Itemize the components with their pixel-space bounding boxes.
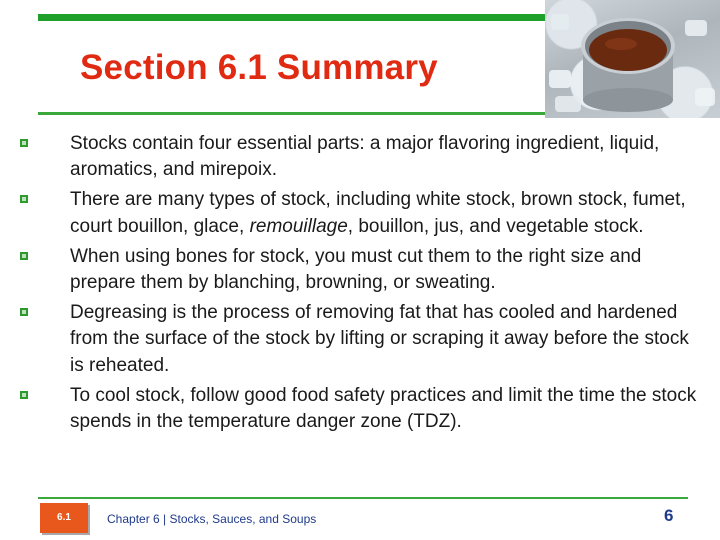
footer-separator: | [159, 512, 170, 526]
title-divider [38, 112, 545, 115]
bullet-text: When using bones for stock, you must cut them to the right size and prepare them by blanching, browning, or sweating. [70, 245, 642, 294]
footer-divider [38, 497, 688, 499]
bullet-text-part: There are many types of stock, including white stock, brown stock, fumet, court bouillon, glace, [70, 189, 686, 237]
list-item [20, 187, 700, 239]
square-bullet-icon [20, 391, 28, 399]
stock-pot-illustration [545, 0, 720, 118]
summary-bullet-list [20, 131, 700, 439]
section-badge: 6.1 [40, 503, 88, 533]
bullet-text: Stocks contain four essential parts: a major flavoring ingredient, liquid, aromatics, and mirepoix. [70, 133, 660, 181]
bullet-text-italic-term: remouillage [249, 215, 348, 237]
list-item [20, 244, 700, 296]
slide-title: Section 6.1 Summary [80, 48, 438, 87]
stock-photo [545, 0, 720, 118]
chapter-title: Stocks, Sauces, and Soups [169, 512, 317, 526]
bullet-text-part: , bouillon, jus, and vegetable stock. [347, 215, 644, 237]
square-bullet-icon [20, 252, 28, 260]
chapter-label: Chapter 6 [107, 512, 160, 526]
square-bullet-icon [20, 139, 28, 147]
square-bullet-icon [20, 195, 28, 203]
footer-chapter-info [107, 512, 316, 526]
square-bullet-icon [20, 308, 28, 316]
list-item [20, 131, 700, 183]
bullet-text: To cool stock, follow good food safety practices and limit the time the stock spends in the temperature danger zone (TDZ). [70, 384, 697, 433]
page-number: 6 [664, 506, 674, 525]
bullet-text: Degreasing is the process of removing fat that has cooled and hardened from the surface of the stock by lifting or scraping it away before the stock is reheated. [70, 302, 689, 376]
list-item [20, 383, 700, 435]
list-item [20, 300, 700, 379]
top-accent-bar [38, 14, 545, 21]
